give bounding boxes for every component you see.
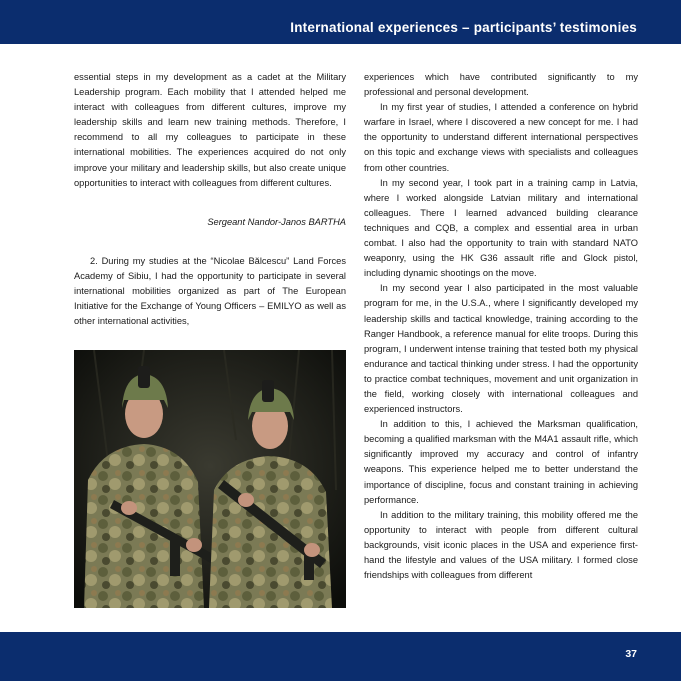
left-paragraph-2: 2. During my studies at the “Nicolae Bălcescu” Land Forces Academy of Sibiu, I had the opportunity to participate in several international mobilities organized as part of The European Initiative for the Exchange of Young Officers – EMILYO as well as other international activities,	[74, 255, 346, 327]
right-paragraph-1: experiences which have contributed significantly to my professional and personal development.	[364, 72, 638, 98]
header-bar	[0, 0, 681, 44]
left-paragraph-1: essential steps in my development as a cadet at the Military Leadership program. Each mobility that I attended helped me interact with colleagues from different cultures, improve my leadership skills and learn new training methods. Therefore, I recommend to all my colleagues to participate in these international mobilities. The experiences acquired do not only improve your military and leadership skills, but also create unique opportunities to interact with colleagues from different cultures.	[74, 72, 346, 188]
left-column	[74, 70, 346, 329]
right-paragraph-6: In addition to the military training, this mobility offered me the opportunity to interact with people from different cultural backgrounds, visit iconic places in the USA and experience first-hand the lifestyle and values of the USA military. I formed close friendships with colleagues from different	[364, 509, 638, 581]
right-paragraph-5: In addition to this, I achieved the Marksman qualification, becoming a qualified marksman with the M4A1 assault rifle, which significantly improved my accuracy and control of infantry weapons. This experience helped me to better understand the importance of discipline, focus and constant training in achieving performance.	[364, 419, 638, 505]
right-paragraph-4: In my second year I also participated in the most valuable program for me, in the U.S.A., where I significantly developed my leadership skills and tactical knowledge, training according to the Ranger Handbook, a reference manual for elite troops. During this program, I underwent intense training that tested both my physical endurance and tactical thinking under stress. I had the opportunity to practice combat techniques, movement and unit organization in the field, working closely with international colleagues and experienced instructors.	[364, 283, 638, 415]
page-header-title: International experiences – participants’ testimonies	[290, 20, 637, 35]
right-paragraph-3: In my second year, I took part in a training camp in Latvia, where I worked alongside Latvian military and international colleagues. There I learned advanced building clearance techniques and CQB, a complex and essential area in urban combat. I also had the opportunity to train with standard NATO weaponry, using the HK G36 assault rifle and Glock pistol, including dynamic shootings on the move.	[364, 177, 638, 279]
footer-bar	[0, 632, 681, 681]
page-number: 37	[625, 648, 637, 660]
right-column	[364, 70, 638, 583]
soldiers-photo	[74, 350, 346, 608]
signature: Sergeant Nandor-Janos BARTHA	[207, 216, 346, 227]
right-paragraph-2: In my first year of studies, I attended a conference on hybrid warfare in Israel, where I discovered a new concept for me. I had the opportunity to understand different international perspectives on this topic and exchange views with specialists and colleagues from other countries.	[364, 102, 638, 173]
